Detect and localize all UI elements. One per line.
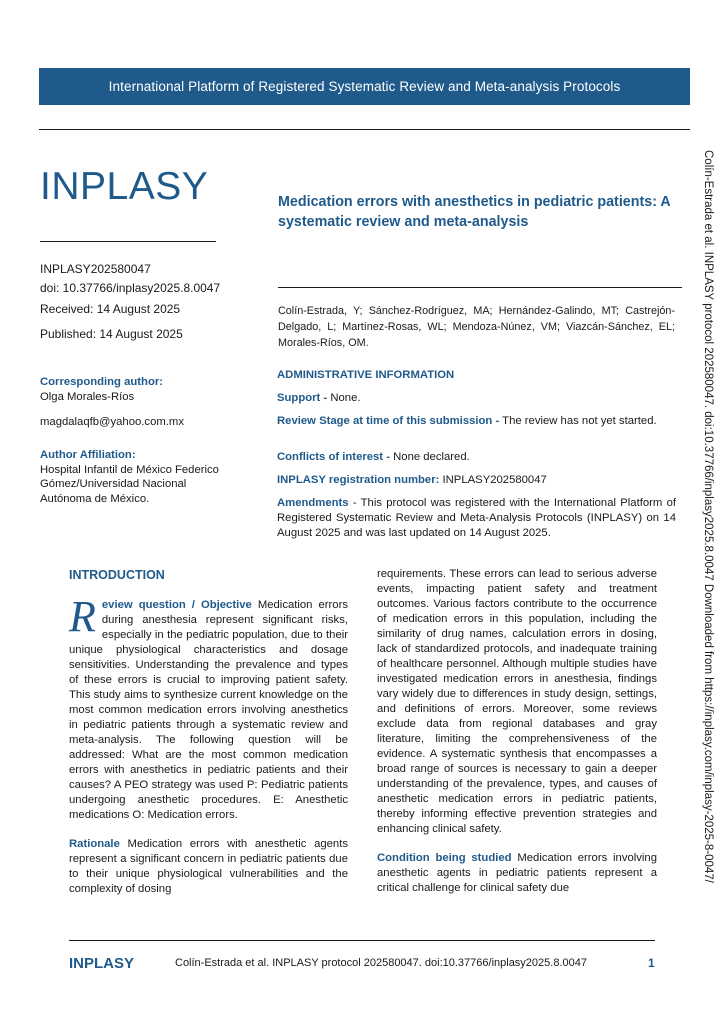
registration-entry	[277, 473, 676, 488]
corresponding-author-name: Olga Morales-Ríos	[40, 390, 135, 403]
author-list: Colín-Estrada, Y; Sánchez-Rodríguez, MA; Hernández-Galindo, MT; Castrejón-Delgado, L; Martínez-Rosas, WL; Mendoza-Núnez, VM; Viazcán-Sánchez, EL; Morales-Ríos, OM.	[278, 305, 675, 349]
affiliation-line: Autónoma de México.	[40, 492, 150, 505]
article-title: Medication errors with anesthetics in pediatric patients: A systematic review and meta-analysis	[278, 194, 671, 230]
review-question-label: eview question / Objective	[101, 599, 252, 611]
introduction-heading: INTRODUCTION	[69, 568, 165, 582]
review-question-text: Medication errors during anesthesia represent significant risks, especially in the pediatric population, due to their unique physiological characteristics and dosage sensitivities. Understanding the prevalence and types of these errors is crucial to improving patient safety. This study aims to synthesize current knowledge on the most common medication errors involving anesthetics in pediatric patients through a systematic review and meta-analysis. The following question will be addressed: What are the most common medication errors with anesthetics in pediatric patients and their causes? A PEO strategy was used P: Pediatric patients undergoing anesthetic procedures. E: Anesthetic medications O: Medication errors.	[69, 599, 348, 821]
conflicts-entry	[277, 450, 676, 465]
corresponding-author-block	[40, 375, 240, 430]
conflicts-label: Conflicts of interest -	[277, 451, 390, 463]
registration-label: INPLASY registration number:	[277, 474, 440, 486]
condition-text: Medication errors involving anesthetic agents in pediatric patients represent a critical challenge for clinical safety due	[377, 852, 657, 894]
amendments-value: - This protocol was registered with the International Platform of Registered Systematic Review and Meta-Analysis Protocols (INPLASY) on 14 August 2025 and was last updated on 14 August 2025.	[277, 497, 676, 539]
drop-cap: R	[69, 592, 96, 641]
right-column	[377, 567, 657, 896]
review-stage-entry	[277, 414, 676, 429]
published-date: Published: 14 August 2025	[40, 327, 183, 341]
support-label: Support -	[277, 392, 328, 404]
doi: doi: 10.37766/inplasy2025.8.0047	[40, 281, 221, 295]
journal-banner	[39, 68, 690, 105]
banner-text: International Platform of Registered Systematic Review and Meta-analysis Protocols	[108, 79, 621, 94]
rationale-label: Rationale	[69, 838, 120, 850]
affiliation-line: Hospital Infantil de México Federico	[40, 463, 219, 476]
review-stage-label: Review Stage at time of this submission -	[277, 415, 500, 427]
condition-paragraph	[377, 851, 657, 896]
received-date: Received: 14 August 2025	[40, 302, 181, 316]
support-entry	[277, 391, 676, 406]
footer-logo: INPLASY	[69, 955, 135, 972]
rationale-continued: requirements. These errors can lead to serious adverse events, impacting patient safety and treatment outcomes. Various factors contribute to the occurrence of medication errors in this population, including the similarity of drug names, calculation errors in dosing, lack of standardized protocols, and inadequate training of healthcare personnel. Although multiple studies have investigated medication errors in anesthesia, findings vary widely due to differences in study design, settings, and definitions of errors. Moreover, some reviews exclude data from regional databases and gray literature, limiting the comprehensiveness of the evidence. A systematic synthesis that encompasses a broad range of sources is necessary to gain a deeper understanding of the prevalence, types, and causes of anesthetic medication errors in pediatric patients, thereby informing effective prevention strategies and enhancing clinical safety.	[377, 568, 657, 835]
page-number: 1	[648, 956, 655, 970]
side-citation	[700, 150, 720, 940]
admin-heading: ADMINISTRATIVE INFORMATION	[277, 369, 455, 381]
corresponding-author-label: Corresponding author:	[40, 376, 164, 388]
left-column	[69, 592, 348, 897]
registration-value: INPLASY202580047	[439, 474, 547, 486]
side-citation-text[interactable]: Colín-Estrada et al. INPLASY protocol 202580047. doi:10.37766/inplasy2025.8.0047 Downloaded from https://inplasy.com/inplasy-2025-8-0047/	[702, 150, 714, 883]
support-value: None.	[327, 392, 361, 404]
affiliation-label: Author Affiliation:	[40, 449, 136, 461]
amendments-label: Amendments	[277, 497, 349, 509]
footer-rule	[69, 940, 655, 941]
amendments-entry	[277, 496, 676, 540]
review-question-paragraph	[69, 592, 348, 823]
rationale-text: Medication errors with anesthetic agents represent a significant concern in pediatric patients due to their unique physiological vulnerabilities and the complexity of dosing	[69, 838, 348, 895]
inplasy-logo: INPLASY	[40, 165, 209, 208]
corresponding-author-email[interactable]: magdalaqfb@yahoo.com.mx	[40, 416, 184, 428]
author-affiliation-block	[40, 448, 260, 506]
affiliation-line: Gómez/Universidad Nacional	[40, 478, 187, 490]
rationale-paragraph	[69, 837, 348, 897]
registration-id: INPLASY202580047	[40, 262, 151, 276]
footer-citation: Colín-Estrada et al. INPLASY protocol 202580047. doi:10.37766/inplasy2025.8.0047	[175, 957, 587, 969]
conflicts-value: None declared.	[389, 451, 470, 463]
top-rule	[39, 129, 690, 130]
logo-underline	[40, 241, 216, 242]
review-stage-value: The review has not yet started.	[499, 415, 657, 427]
condition-label: Condition being studied	[377, 852, 512, 864]
title-rule	[278, 287, 682, 288]
